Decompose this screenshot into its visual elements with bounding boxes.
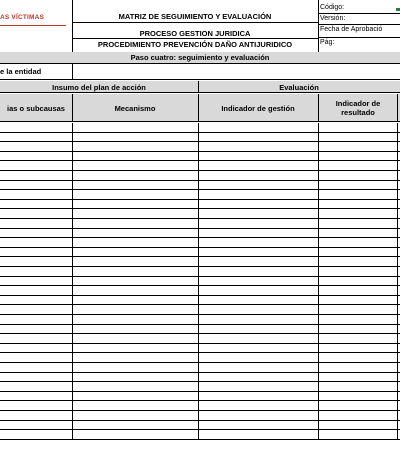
table-cell[interactable] bbox=[198, 363, 318, 373]
table-cell[interactable] bbox=[198, 200, 318, 210]
table-cell[interactable] bbox=[198, 123, 318, 133]
table-cell[interactable] bbox=[198, 305, 318, 315]
table-cell[interactable] bbox=[198, 181, 318, 191]
table-row bbox=[0, 430, 400, 440]
table-row bbox=[0, 353, 400, 363]
table-row bbox=[0, 190, 400, 200]
table-cell[interactable] bbox=[72, 353, 198, 363]
table-cell[interactable] bbox=[0, 401, 72, 411]
table-cell[interactable] bbox=[318, 257, 397, 267]
table-cell[interactable] bbox=[318, 286, 397, 296]
title-line-2-border bbox=[72, 38, 318, 39]
table-cell[interactable] bbox=[318, 171, 397, 181]
table-cell[interactable] bbox=[72, 430, 198, 440]
table-cell[interactable] bbox=[0, 363, 72, 373]
table-cell[interactable] bbox=[318, 248, 397, 258]
table-cell[interactable] bbox=[0, 133, 72, 143]
table-cell[interactable] bbox=[198, 401, 318, 411]
table-cell[interactable] bbox=[72, 209, 198, 219]
table-cell[interactable] bbox=[72, 200, 198, 210]
table-row bbox=[0, 133, 400, 143]
table-row bbox=[0, 344, 400, 354]
meta-version: Versión: bbox=[320, 15, 346, 22]
table-cell[interactable] bbox=[0, 181, 72, 191]
table-row bbox=[0, 296, 400, 306]
table-row bbox=[0, 382, 400, 392]
table-cell[interactable] bbox=[72, 325, 198, 335]
table-cell[interactable] bbox=[318, 382, 397, 392]
table-cell[interactable] bbox=[318, 344, 397, 354]
table-cell[interactable] bbox=[318, 392, 397, 402]
table-cell[interactable] bbox=[198, 373, 318, 383]
table-cell[interactable] bbox=[318, 315, 397, 325]
header-block bbox=[0, 0, 400, 55]
col-divider-4 bbox=[397, 94, 398, 122]
table-cell[interactable] bbox=[198, 334, 318, 344]
table-cell[interactable] bbox=[318, 152, 397, 162]
table-cell[interactable] bbox=[318, 334, 397, 344]
col-indicador-resultado-text: Indicador de resultado bbox=[335, 99, 381, 117]
table-cell[interactable] bbox=[318, 200, 397, 210]
table-cell[interactable] bbox=[72, 334, 198, 344]
table-cell[interactable] bbox=[72, 267, 198, 277]
table-cell[interactable] bbox=[0, 257, 72, 267]
table-cell[interactable] bbox=[72, 296, 198, 306]
table-row bbox=[0, 248, 400, 258]
table-cell[interactable] bbox=[0, 411, 72, 421]
table-cell[interactable] bbox=[72, 152, 198, 162]
table-cell[interactable] bbox=[72, 382, 198, 392]
meta-pag: Pág: bbox=[320, 39, 335, 46]
logo-text: AS VÍCTIMAS bbox=[0, 14, 45, 21]
table-cell[interactable] bbox=[72, 229, 198, 239]
title-line-2: PROCESO GESTION JURIDICA bbox=[139, 29, 251, 38]
table-cell[interactable] bbox=[0, 334, 72, 344]
table-cell[interactable] bbox=[198, 344, 318, 354]
table-cell[interactable] bbox=[0, 200, 72, 210]
table-row bbox=[0, 392, 400, 402]
table-cell[interactable] bbox=[318, 181, 397, 191]
table-cell[interactable] bbox=[72, 286, 198, 296]
group-evaluacion bbox=[198, 81, 400, 93]
entity-row bbox=[0, 64, 400, 80]
table-cell[interactable] bbox=[72, 344, 198, 354]
table-cell[interactable] bbox=[318, 363, 397, 373]
table-cell[interactable] bbox=[318, 229, 397, 239]
table-cell[interactable] bbox=[72, 421, 198, 431]
table-cell[interactable] bbox=[198, 277, 318, 287]
group-evaluacion-text: Evaluación bbox=[279, 82, 319, 92]
table-cell[interactable] bbox=[318, 142, 397, 152]
meta-codigo: Código: bbox=[320, 4, 345, 11]
table-cell[interactable] bbox=[0, 430, 72, 440]
table-cell[interactable] bbox=[198, 267, 318, 277]
table-cell[interactable] bbox=[318, 267, 397, 277]
table-cell[interactable] bbox=[318, 325, 397, 335]
section-title bbox=[0, 52, 400, 64]
table-cell[interactable] bbox=[72, 401, 198, 411]
table-cell[interactable] bbox=[0, 382, 72, 392]
table-cell[interactable] bbox=[0, 142, 72, 152]
table-cell[interactable] bbox=[318, 305, 397, 315]
table-cell[interactable] bbox=[318, 401, 397, 411]
group-header-row bbox=[0, 81, 400, 93]
table-cell[interactable] bbox=[198, 296, 318, 306]
table-cell[interactable] bbox=[318, 133, 397, 143]
logo-underline bbox=[0, 25, 66, 26]
table-cell[interactable] bbox=[72, 142, 198, 152]
table-row bbox=[0, 286, 400, 296]
table-cell[interactable] bbox=[0, 353, 72, 363]
table-cell[interactable] bbox=[198, 248, 318, 258]
table-row bbox=[0, 411, 400, 421]
group-insumo bbox=[0, 81, 198, 93]
table-row bbox=[0, 181, 400, 191]
table-cell[interactable] bbox=[0, 219, 72, 229]
table-row bbox=[0, 257, 400, 267]
table-cell[interactable] bbox=[198, 411, 318, 421]
table-cell[interactable] bbox=[0, 267, 72, 277]
table-cell[interactable] bbox=[72, 363, 198, 373]
table-row bbox=[0, 277, 400, 287]
table-cell[interactable] bbox=[0, 373, 72, 383]
table-cell[interactable] bbox=[198, 161, 318, 171]
table-cell[interactable] bbox=[318, 238, 397, 248]
table-cell[interactable] bbox=[318, 296, 397, 306]
section-title-text: Paso cuatro: seguimiento y evaluación bbox=[130, 53, 270, 62]
table-cell[interactable] bbox=[72, 219, 198, 229]
table-cell[interactable] bbox=[72, 171, 198, 181]
table-cell[interactable] bbox=[72, 373, 198, 383]
table-row bbox=[0, 161, 400, 171]
table-cell[interactable] bbox=[198, 257, 318, 267]
table-cell[interactable] bbox=[0, 286, 72, 296]
table-cell[interactable] bbox=[72, 133, 198, 143]
table-cell[interactable] bbox=[72, 238, 198, 248]
table-cell[interactable] bbox=[72, 181, 198, 191]
table-cell[interactable] bbox=[318, 373, 397, 383]
meta-fecha: Fecha de Aprobació bbox=[320, 26, 383, 33]
table-cell[interactable] bbox=[0, 171, 72, 181]
title-line-3: PROCEDIMIENTO PREVENCIÓN DAÑO ANTIJURIDICO bbox=[97, 40, 293, 49]
table-cell[interactable] bbox=[318, 277, 397, 287]
table-cell[interactable] bbox=[198, 421, 318, 431]
table-row bbox=[0, 171, 400, 181]
group-insumo-text: Insumo del plan de acción bbox=[52, 82, 146, 92]
table-cell[interactable] bbox=[198, 229, 318, 239]
table-cell[interactable] bbox=[0, 296, 72, 306]
table-row bbox=[0, 421, 400, 431]
table-cell[interactable] bbox=[198, 171, 318, 181]
data-grid bbox=[0, 123, 400, 450]
table-cell[interactable] bbox=[0, 344, 72, 354]
table-cell[interactable] bbox=[198, 392, 318, 402]
table-cell[interactable] bbox=[72, 315, 198, 325]
table-cell[interactable] bbox=[318, 190, 397, 200]
table-cell[interactable] bbox=[198, 152, 318, 162]
col-divider-3 bbox=[318, 94, 319, 122]
table-cell[interactable] bbox=[0, 123, 72, 133]
table-cell[interactable] bbox=[0, 209, 72, 219]
col-indicador-gestion-text: Indicador de gestión bbox=[221, 103, 295, 113]
table-row bbox=[0, 373, 400, 383]
column-header-row bbox=[0, 94, 400, 122]
col-causas bbox=[0, 94, 72, 122]
table-cell[interactable] bbox=[0, 421, 72, 431]
entity-label: e la entidad bbox=[0, 67, 42, 76]
table-cell[interactable] bbox=[72, 190, 198, 200]
col-causas-text: ias o subcausas bbox=[7, 103, 65, 113]
table-cell[interactable] bbox=[72, 305, 198, 315]
table-row bbox=[0, 267, 400, 277]
table-row bbox=[0, 363, 400, 373]
table-cell[interactable] bbox=[0, 392, 72, 402]
table-cell[interactable] bbox=[198, 315, 318, 325]
table-cell[interactable] bbox=[72, 277, 198, 287]
entity-divider bbox=[72, 64, 73, 80]
table-row bbox=[0, 315, 400, 325]
table-cell[interactable] bbox=[0, 315, 72, 325]
table-row bbox=[0, 401, 400, 411]
table-cell[interactable] bbox=[318, 353, 397, 363]
table-row bbox=[0, 219, 400, 229]
col-indicador-gestion bbox=[198, 94, 318, 122]
table-cell[interactable] bbox=[198, 382, 318, 392]
table-cell[interactable] bbox=[0, 238, 72, 248]
col-mecanismo-text: Mecanismo bbox=[114, 103, 156, 113]
table-cell[interactable] bbox=[198, 209, 318, 219]
table-cell[interactable] bbox=[318, 421, 397, 431]
col-mecanismo bbox=[72, 94, 198, 122]
table-row bbox=[0, 334, 400, 344]
table-cell[interactable] bbox=[72, 392, 198, 402]
table-cell[interactable] bbox=[0, 248, 72, 258]
table-cell[interactable] bbox=[198, 238, 318, 248]
table-cell[interactable] bbox=[318, 209, 397, 219]
table-cell[interactable] bbox=[72, 123, 198, 133]
table-row bbox=[0, 142, 400, 152]
table-cell[interactable] bbox=[72, 248, 198, 258]
table-row bbox=[0, 123, 400, 133]
table-cell[interactable] bbox=[0, 152, 72, 162]
table-cell[interactable] bbox=[0, 229, 72, 239]
table-cell[interactable] bbox=[198, 325, 318, 335]
table-cell[interactable] bbox=[318, 123, 397, 133]
table-row bbox=[0, 200, 400, 210]
title-line-1-border bbox=[72, 22, 318, 23]
table-cell[interactable] bbox=[72, 411, 198, 421]
table-cell[interactable] bbox=[0, 305, 72, 315]
table-cell[interactable] bbox=[198, 353, 318, 363]
table-cell[interactable] bbox=[0, 161, 72, 171]
table-cell[interactable] bbox=[72, 161, 198, 171]
table-cell[interactable] bbox=[318, 219, 397, 229]
table-cell[interactable] bbox=[0, 190, 72, 200]
table-cell[interactable] bbox=[0, 325, 72, 335]
table-cell[interactable] bbox=[72, 257, 198, 267]
table-row bbox=[0, 209, 400, 219]
table-row bbox=[0, 305, 400, 315]
table-cell[interactable] bbox=[318, 411, 397, 421]
table-cell[interactable] bbox=[198, 133, 318, 143]
table-cell[interactable] bbox=[198, 286, 318, 296]
table-cell[interactable] bbox=[198, 142, 318, 152]
table-cell[interactable] bbox=[318, 430, 397, 440]
col-indicador-resultado bbox=[322, 94, 394, 122]
table-row bbox=[0, 229, 400, 239]
table-row bbox=[0, 325, 400, 335]
table-cell[interactable] bbox=[0, 277, 72, 287]
table-cell[interactable] bbox=[198, 190, 318, 200]
table-row bbox=[0, 238, 400, 248]
table-cell[interactable] bbox=[198, 219, 318, 229]
table-row bbox=[0, 152, 400, 162]
title-line-1: MATRIZ DE SEGUIMIENTO Y EVALUACIÓN bbox=[118, 12, 272, 21]
green-marker bbox=[396, 8, 400, 11]
table-cell[interactable] bbox=[198, 430, 318, 440]
table-cell[interactable] bbox=[318, 161, 397, 171]
